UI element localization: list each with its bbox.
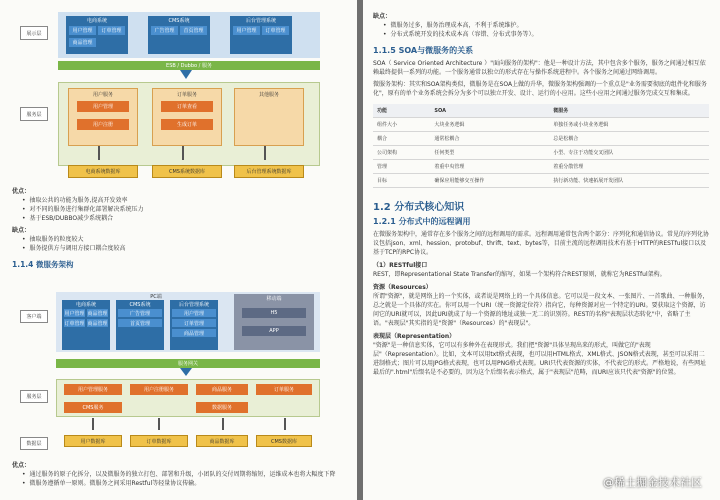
table-header-cell: 微服务 (549, 104, 709, 118)
paragraph: "资源"是一种信息实体，它可以有多种外在表现形式。我们把"资源"具体呈现出来的形式，叫做它的"表现层"（Representation）。比如，文本可以用txt格式表现，也可以用HTML格式、XML格式、JSON格式表现，甚至可以采用二进制格式；图片可以用JPG格式表现，也可以用PNG格式表现。URI只代表资源的实体，不代表它的形式。严格地说，有些网址最后的".html"后缀名是不必要的，因为这个后缀名表示格式，属于"表现层"范畴，而URI应该只代表"资源"的位置。 (373, 342, 707, 376)
table-row (373, 160, 709, 174)
db-item: CMS数据库 (256, 435, 312, 447)
dis-item: • 微服务过多，服务治理成本高，不利于系统维护。 (383, 21, 709, 30)
db-erp: 电商系统数据库 (68, 165, 138, 178)
paragraph: 微服务架构：其实和SOA架构类似，微服务是在SOA上做的升华，微服务架构强调的一个重点是"业务需要彻底的组件化和服务化"，原有的单个业务系统会拆分为多个可以独立开发、设计、运行的小应用。这些小应用之间通过服务完成交互和集成。 (373, 81, 707, 97)
subheading-rest: （1）RESTful接口 (373, 262, 428, 269)
cms-item: 广告管理 (118, 309, 162, 317)
layer-label-data: 数据层 (20, 437, 48, 450)
table-row (373, 146, 709, 160)
section-heading-distributed: 1.2 分布式核心知识 (373, 202, 465, 213)
cms-system-box (148, 16, 210, 54)
user-service-title: 用户服务 (92, 91, 113, 98)
adv-item: • 基于ESB/DUBBO减少系统耦合 (22, 214, 342, 223)
bg-item: 用户管理 (233, 26, 260, 35)
adv-item: • 通过服务的原子化拆分，以及微服务的独立打包、部署和升级，小团队的交付周期将缩短，运维成本也将大幅度下降 (22, 470, 342, 479)
dis-item: • 服务提供方与调用方接口耦合度较高 (22, 244, 342, 253)
layer-label-service: 服务层 (20, 107, 48, 121)
service-item: CMS服务 (64, 402, 122, 413)
service-gateway: 服务网关 (56, 359, 320, 368)
connector-line (264, 146, 266, 160)
bg-system-title: 后台管理系统 (245, 18, 276, 24)
dis-item: • 分布式系统开发的技术成本高（容错、分布式事务等）。 (383, 30, 709, 39)
bg-item: 用户管理 (172, 309, 216, 317)
table-cell: 通常松耦合 (430, 132, 549, 146)
service-item: 用户注册服务 (130, 384, 188, 395)
user-service-box (68, 88, 138, 146)
db-cms: CMS系统数据库 (152, 165, 222, 178)
bg-item: 订单管理 (262, 26, 289, 35)
table-cell: 任何类型 (430, 146, 549, 160)
cms-item: 首页管理 (118, 319, 162, 327)
subheading-resources: 资源（Resources） (373, 284, 432, 291)
watermark (603, 474, 702, 490)
table-cell: 确保应用能够交互操作 (430, 174, 549, 188)
table-cell: 耦合 (373, 132, 430, 146)
arrow-down-icon (180, 70, 192, 79)
dis-title: 缺点： (12, 227, 31, 234)
erp-item: 商品管理 (87, 320, 108, 327)
db-item: 商品数据库 (196, 435, 248, 447)
erp-item: 用户管理 (64, 310, 85, 317)
bg-item: 商品管理 (172, 329, 216, 337)
table-cell: 总是松耦合 (549, 132, 709, 146)
erp-item: 用户管理 (69, 26, 96, 35)
user-service-item: 用户管理 (77, 101, 129, 112)
dis-title: 缺点： (373, 13, 392, 20)
erp-item: 订单管理 (64, 320, 85, 327)
mobile-item: APP (242, 326, 306, 336)
erp-item: 商品管理 (87, 310, 108, 317)
user-service-item: 用户注册 (77, 119, 129, 130)
cms-system-title: CMS系统 (129, 301, 151, 308)
section-heading-soa: 1.1.5 SOA与微服务的关系 (373, 46, 474, 55)
connector-line (222, 418, 224, 430)
comparison-table (373, 104, 709, 188)
section-heading-micro: 1.1.4 微服务架构 (12, 260, 74, 269)
table-cell: 组件大小 (373, 118, 430, 132)
adv-item: • 抽取公共的功能为服务,提高开发效率 (22, 196, 342, 205)
table-cell: 着重中央管理 (430, 160, 549, 174)
adv-item: • 微服务遵循单一原则。微服务之间采用Restful等轻量协议传输。 (22, 479, 342, 488)
table-cell: 大块业务逻辑 (430, 118, 549, 132)
db-bg: 后台管理系统数据库 (234, 165, 304, 178)
subheading-representation: 表现层（Representation） (373, 333, 456, 340)
section-heading-rpc: 1.2.1 分布式中的远程调用 (373, 217, 471, 226)
dis-item: • 抽取服务的粒度较大 (22, 235, 342, 244)
paragraph: SOA（ Service Oriented Architecture ）"面向服务的架构"：他是一种设计方法，其中包含多个服务，服务之间通过相互依赖最终提供一系列的功能。一个服务通常以独立的形式存在与操作系统进程中。各个服务之间通过网络调用。 (373, 60, 706, 76)
bg-system-box (170, 300, 218, 350)
order-service-box (152, 88, 222, 146)
table-cell: 小型、专注于功能交叉团队 (549, 146, 709, 160)
erp-system-box (66, 16, 128, 54)
connector-line (182, 146, 184, 160)
connector-line (98, 146, 100, 160)
adv-item: • 对不同的服务进行集群化部署解决系统压力 (22, 205, 342, 214)
pc-label: PC端 (150, 293, 162, 300)
service-item: 数据服务 (196, 402, 248, 413)
erp-item: 商品管理 (69, 38, 96, 47)
right-page (363, 0, 720, 500)
layer-label-view: 展示层 (20, 26, 48, 40)
table-header-row (373, 104, 709, 118)
adv-title: 优点： (12, 462, 31, 469)
table-cell: 单独任务或小块业务逻辑 (549, 118, 709, 132)
service-item: 用户管理服务 (64, 384, 122, 395)
bg-item: 订单管理 (172, 319, 216, 327)
other-service-box (234, 88, 304, 146)
table-header-cell: SOA (430, 104, 549, 118)
cms-system-title: CMS系统 (168, 18, 190, 24)
table-row (373, 132, 709, 146)
cms-item: 广告管理 (151, 26, 178, 35)
microservice-diagram (20, 290, 320, 456)
layer-label-service: 服务层 (20, 390, 48, 403)
mobile-item: H5 (242, 308, 306, 318)
right-content (373, 12, 709, 377)
soa-diagram (20, 12, 320, 182)
table-header-cell: 功能 (373, 104, 430, 118)
table-row (373, 174, 709, 188)
order-service-title: 订单服务 (176, 91, 197, 98)
paragraph: 所谓"资源"，就是网络上的一个实体，或者说是网络上的一个具体信息。它可以是一段文本、一张图片、一首歌曲、一种服务，总之就是一个具体的实在。你可以用一个URI（统一资源定位符）指向它，每种资源对应一个特定的URI。要获取这个资源，访问它的URI就可以，因此URI就成了每一个资源的地址或独一无二的识别符。REST的名称"表现层状态转化"中，省略了主语。"表现层"其实指的是"资源"（Resources）的"表现层"。 (373, 293, 709, 327)
arrow-down-icon (180, 368, 192, 376)
erp-system-title: 电商系统 (86, 18, 107, 24)
connector-line (284, 418, 286, 430)
table-cell: 公司架构 (373, 146, 430, 160)
table-cell: 着重分散管理 (549, 160, 709, 174)
adv-title: 优点： (12, 188, 31, 195)
bg-system-title: 后台管理系统 (178, 301, 209, 308)
left-page (0, 0, 357, 500)
table-row (373, 118, 709, 132)
layer-label-client: 客户端 (20, 310, 48, 323)
table-cell: 目标 (373, 174, 430, 188)
esb-bus: ESB / Dubbo / 服务 (58, 61, 320, 70)
order-service-item: 生成订单 (161, 119, 213, 130)
watermark-text: @稀土掘金技术社区 (603, 476, 702, 489)
micro-pros (12, 461, 342, 488)
service-item: 商品服务 (196, 384, 248, 395)
db-item: 用户数据库 (64, 435, 122, 447)
db-item: 订单数据库 (130, 435, 188, 447)
cms-item: 首页管理 (180, 26, 207, 35)
bg-system-box (230, 16, 292, 54)
erp-item: 订单管理 (98, 26, 125, 35)
mobile-title: 移动端 (266, 296, 282, 302)
connector-line (158, 418, 160, 430)
paragraph: 在微服务架构中，通常存在多个服务之间的远程调用的需求。远程调用通常包含两个部分：序列化和通信协议。常见的序列化协议包括json、xml、hession、protobuf、thrift、text、bytes等，目前主流的远程调用技术有基于HTTP的RESTful接口以及基于TCP的RPC协议。 (373, 231, 710, 256)
table-cell: 执行新功能、快速拓展开发团队 (549, 174, 709, 188)
order-service-item: 订单查看 (161, 101, 213, 112)
service-item: 订单服务 (256, 384, 312, 395)
erp-system-title: 电商系统 (75, 301, 96, 308)
erp-system-box (62, 300, 110, 350)
table-cell: 管理 (373, 160, 430, 174)
connector-line (92, 418, 94, 430)
soa-pros-cons (12, 187, 342, 270)
mobile-box (234, 294, 314, 350)
cms-system-box (116, 300, 164, 350)
other-service-title: 其他服务 (258, 91, 279, 98)
paragraph: REST，即Representational State Transfer的缩写，如果一个架构符合REST原则，就称它为RESTful架构。 (373, 271, 666, 278)
